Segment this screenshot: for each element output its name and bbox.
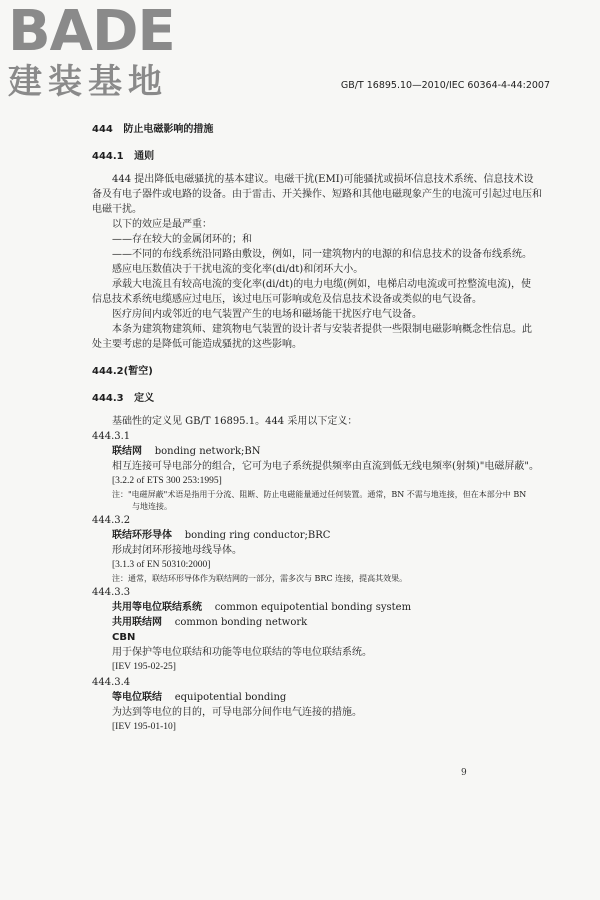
term-en: common bonding network	[174, 617, 308, 628]
list-item: ——存在较大的金属闭环的；和	[112, 234, 252, 245]
logo	[8, 0, 178, 102]
section-number: 444.2	[92, 366, 124, 377]
definition-text: 形成封闭环形接地母线导体。	[112, 545, 242, 556]
paragraph-cont: 电磁干扰。	[92, 204, 142, 215]
definition-text: 用于保护等电位联结和功能等电位联结的等电位联结系统。	[112, 647, 372, 658]
section-title: (暂空)	[123, 366, 153, 377]
definition-note: 注：通常，联结环形导体作为联结网的一部分，需多次与 BRC 连接，提高其效果。	[112, 574, 408, 583]
definition-abbr: CBN	[112, 632, 136, 643]
paragraph-cont: 备及有电子器件或电路的设备。由于雷击、开关操作、短路和其他电磁现象产生的电流可引起过电压和	[92, 189, 542, 200]
definition-note: 注："电磁屏蔽"术语是指用于分流、阻断、防止电磁能量通过任何装置。通常，BN 不需与地连接，但在本部分中 BN	[112, 490, 527, 499]
paragraph: 基础性的定义见 GB/T 16895.1。444 采用以下定义：	[112, 416, 358, 427]
section-title: 定义	[134, 393, 155, 404]
definition-number: 444.3.4	[92, 677, 131, 688]
term-cn: 等电位联结	[112, 692, 162, 703]
definition-ref: [3.1.3 of EN 50310:2000]	[112, 560, 211, 570]
section-444-2-heading	[92, 364, 492, 379]
term-cn: 共用等电位联结系统	[112, 602, 202, 613]
definition-number: 444.3.2	[92, 515, 131, 526]
paragraph: 444 提出降低电磁骚扰的基本建议。电磁干扰(EMI)可能骚扰或损坏信息技术系统、信息技术设	[112, 174, 534, 185]
paragraph-cont: 信息技术系统电缆感应过电压，该过电压可影响或危及信息技术设备或类似的电气设备。	[92, 294, 482, 305]
section-number: 444	[92, 124, 113, 135]
term-en: bonding network;BN	[154, 446, 261, 457]
list-item: ——不同的布线系统沿同路由敷设，例如，同一建筑物内的电源的和信息技术的设备布线系统。	[112, 249, 532, 260]
document-body	[92, 122, 542, 735]
section-number: 444.1	[92, 151, 124, 162]
paragraph: 以下的效应是最严重：	[112, 219, 212, 230]
definition-term	[92, 444, 492, 459]
definition-note-cont: 与地连接。	[132, 502, 172, 511]
definition-text: 为达到等电位的目的，可导电部分间作电气连接的措施。	[112, 707, 362, 718]
paragraph: 医疗房间内或邻近的电气装置产生的电场和磁场能干扰医疗电气设备。	[112, 309, 422, 320]
term-en: equipotential bonding	[174, 692, 287, 703]
definition-text: 相互连接可导电部分的组合，它可为电子系统提供频率由直流到低无线电频率(射频)"电磁屏蔽"。	[112, 461, 540, 472]
definition-term	[92, 690, 492, 705]
definition-term	[92, 528, 492, 543]
definition-ref: [IEV 195-02-25]	[112, 662, 176, 672]
section-444-heading	[92, 122, 492, 137]
section-title: 防止电磁影响的措施	[123, 124, 214, 135]
paragraph: 承载大电流且有较高电流的变化率(di/dt)的电力电缆(例如，电梯启动电流或可控整流电流)，使	[112, 279, 531, 290]
definition-ref: [IEV 195-01-10]	[112, 722, 176, 732]
definition-number: 444.3.3	[92, 587, 131, 598]
paragraph-cont: 处主要考虑的是降低可能造成骚扰的这些影响。	[92, 339, 302, 350]
paragraph: 本条为建筑物建筑师、建筑物电气装置的设计者与安装者提供一些限制电磁影响概念性信息。此	[112, 324, 532, 335]
term-en: bonding ring conductor;BRC	[184, 530, 331, 541]
term-en: common equipotential bonding system	[214, 602, 412, 613]
definition-ref: [3.2.2 of ETS 300 253:1995]	[112, 476, 222, 486]
definition-number: 444.3.1	[92, 431, 131, 442]
definition-term	[92, 600, 492, 615]
section-444-1-heading	[92, 149, 492, 164]
paragraph: 感应电压数值决于干扰电流的变化率(di/dt)和闭环大小。	[112, 264, 364, 275]
logo-brand: BADE	[8, 0, 175, 64]
definition-term-alt	[92, 615, 492, 630]
section-number: 444.3	[92, 393, 124, 404]
page-number: 9	[461, 768, 467, 778]
term-cn: 联结网	[112, 446, 142, 457]
section-444-3-heading	[92, 391, 492, 406]
logo-subtitle: 建装基地	[8, 62, 168, 102]
term-cn: 共用联结网	[112, 617, 162, 628]
standard-code: GB/T 16895.10—2010/IEC 60364-4-44:2007	[340, 80, 550, 91]
term-cn: 联结环形导体	[112, 530, 172, 541]
section-title: 通则	[134, 151, 155, 162]
